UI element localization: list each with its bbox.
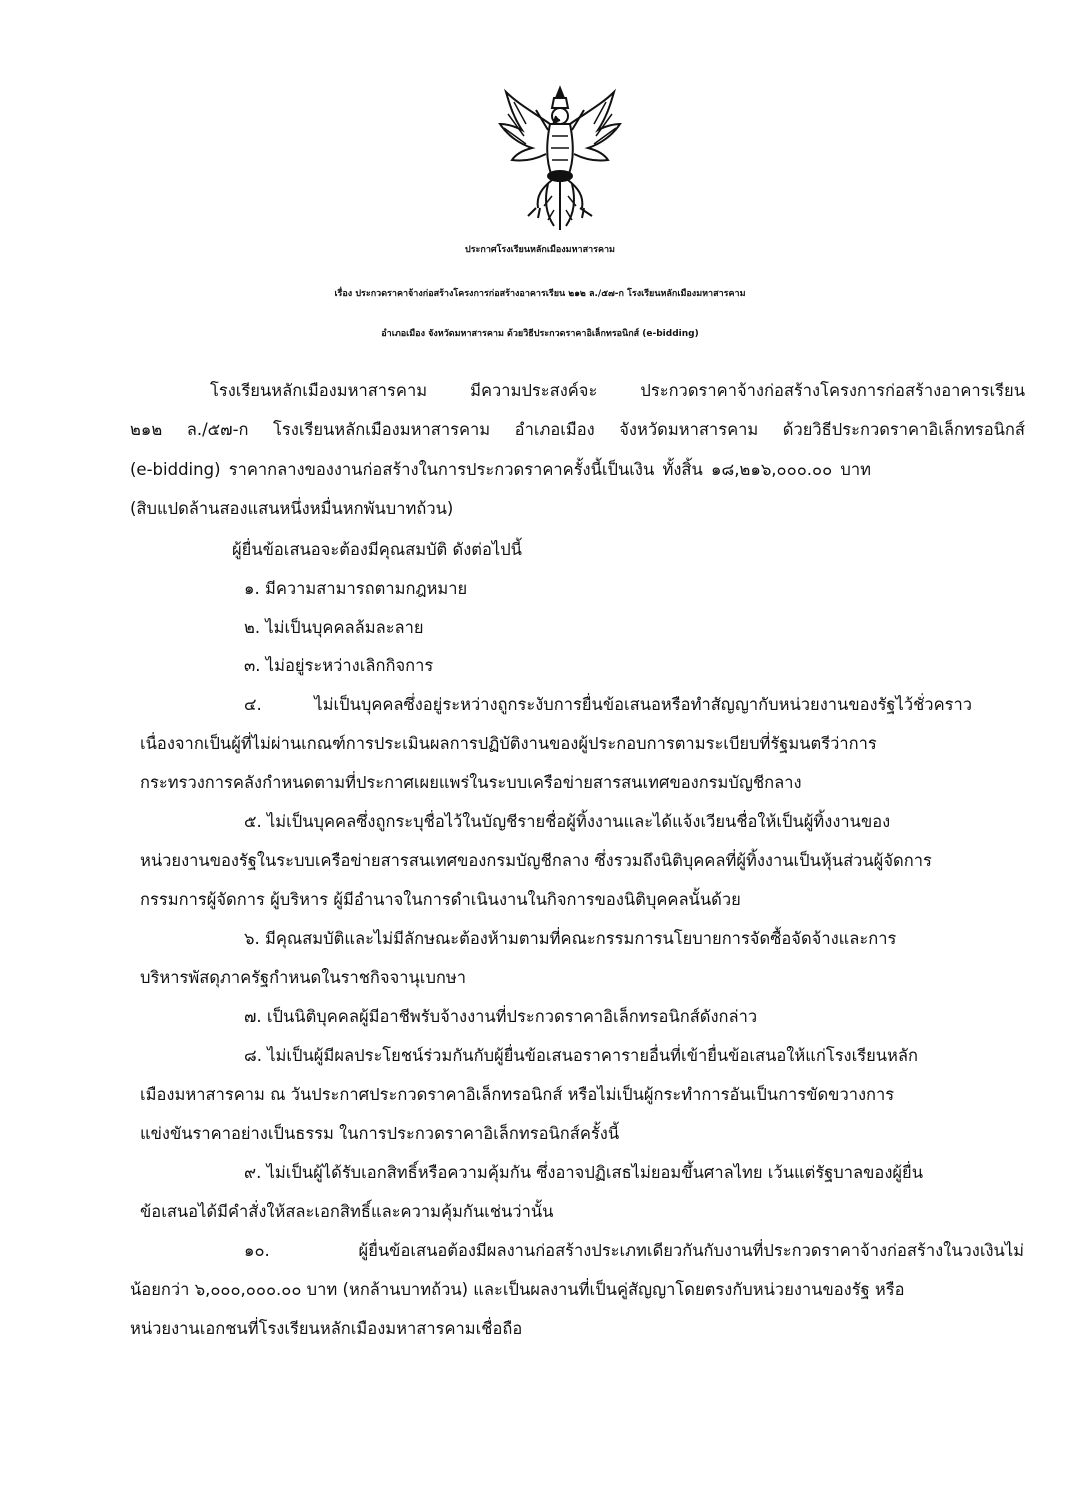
page-title: ประกาศโรงเรียนหลักเมืองมหาสารคาม bbox=[464, 245, 615, 255]
subject-line-1: เรื่อง ประกวดราคาจ้างก่อสร้างโครงการก่อสร้างอาคารเรียน ๒๑๒ ล./๕๗-ก โรงเรียนหลักเมืองมหาสารคาม bbox=[334, 289, 746, 299]
item-4-line-2: เนื่องจากเป็นผู้ที่ไม่ผ่านเกณฑ์การประเมินผลการปฏิบัติงานของผู้ประกอบการตามระเบียบที่รัฐมนตรีว่าการ bbox=[140, 734, 877, 753]
item-10-line-1: ๑๐. ผู้ยื่นข้อเสนอต้องมีผลงานก่อสร้างประเภทเดียวกันกับงานที่ประกวดราคาจ้างก่อสร้างในวงเงินไม่ bbox=[244, 1241, 1024, 1260]
item-5-line-1: ๕. ไม่เป็นบุคคลซึ่งถูกระบุชื่อไว้ในบัญชีรายชื่อผู้ทิ้งงานและได้แจ้งเวียนชื่อให้เป็นผู้ทิ้งงานของ bbox=[244, 812, 891, 831]
garuda-emblem bbox=[496, 84, 624, 234]
item-8-line-3: แข่งขันราคาอย่างเป็นธรรม ในการประกวดราคาอิเล็กทรอนิกส์ครั้งนี้ bbox=[140, 1124, 620, 1143]
item-8-line-2: เมืองมหาสารคาม ณ วันประกาศประกวดราคาอิเล็กทรอนิกส์ หรือไม่เป็นผู้กระทำการอันเป็นการขัดขวางการ bbox=[140, 1085, 895, 1104]
item-6-line-1: ๖. มีคุณสมบัติและไม่มีลักษณะต้องห้ามตามที่คณะกรรมการนโยบายการจัดซื้อจัดจ้างและการ bbox=[244, 929, 897, 948]
item-9-line-2: ข้อเสนอได้มีคำสั่งให้สละเอกสิทธิ์และความคุ้มกันเช่นว่านั้น bbox=[140, 1202, 554, 1221]
item-3: ๓. ไม่อยู่ระหว่างเลิกกิจการ bbox=[244, 656, 434, 675]
subject-line-2: อำเภอเมือง จังหวัดมหาสารคาม ด้วยวิธีประกวดราคาอิเล็กทรอนิกส์ (e-bidding) bbox=[381, 329, 699, 339]
item-10-line-2: น้อยกว่า ๖,๐๐๐,๐๐๐.๐๐ บาท (หกล้านบาทถ้วน) และเป็นผลงานที่เป็นคู่สัญญาโดยตรงกับหน่วยงานของรัฐ หรือ bbox=[130, 1280, 905, 1299]
intro-line-4: (สิบแปดล้านสองแสนหนึ่งหมื่นหกพันบาทถ้วน) bbox=[130, 499, 454, 518]
item-9-line-1: ๙. ไม่เป็นผู้ได้รับเอกสิทธิ์หรือความคุ้มกัน ซึ่งอาจปฏิเสธไม่ยอมขึ้นศาลไทย เว้นแต่รัฐบาลของผู้ยื่น bbox=[244, 1163, 924, 1182]
item-5-line-3: กรรมการผู้จัดการ ผู้บริหาร ผู้มีอำนาจในการดำเนินงานในกิจการของนิติบุคคลนั้นด้วย bbox=[140, 890, 741, 909]
item-7: ๗. เป็นนิติบุคคลผู้มีอาชีพรับจ้างงานที่ประกวดราคาอิเล็กทรอนิกส์ดังกล่าว bbox=[244, 1007, 758, 1026]
qualifications-heading: ผู้ยื่นข้อเสนอจะต้องมีคุณสมบัติ ดังต่อไปนี้ bbox=[232, 540, 522, 559]
item-4-line-3: กระทรวงการคลังกำหนดตามที่ประกาศเผยแพร่ในระบบเครือข่ายสารสนเทศของกรมบัญชีกลาง bbox=[140, 773, 802, 792]
item-2: ๒. ไม่เป็นบุคคลล้มละลาย bbox=[244, 618, 424, 637]
item-10-line-3: หน่วยงานเอกชนที่โรงเรียนหลักเมืองมหาสารคามเชื่อถือ bbox=[130, 1319, 523, 1338]
item-6-line-2: บริหารพัสดุภาครัฐกำหนดในราชกิจจานุเบกษา bbox=[140, 968, 467, 987]
item-5-line-2: หน่วยงานของรัฐในระบบเครือข่ายสารสนเทศของกรมบัญชีกลาง ซึ่งรวมถึงนิติบุคคลที่ผู้ทิ้งงานเป็นหุ้นส่วนผู้จัดการ bbox=[140, 851, 932, 870]
intro-line-2: ๒๑๒ ล./๕๗-ก โรงเรียนหลักเมืองมหาสารคาม อำเภอเมือง จังหวัดมหาสารคาม ด้วยวิธีประกวดราคาอิเล็กทรอนิกส์ bbox=[130, 420, 1025, 439]
item-4-line-1: ๔. ไม่เป็นบุคคลซึ่งอยู่ระหว่างถูกระงับการยื่นข้อเสนอหรือทำสัญญากับหน่วยงานของรัฐไว้ชั่วคราว bbox=[244, 695, 972, 714]
item-1: ๑. มีความสามารถตามกฎหมาย bbox=[244, 579, 468, 598]
item-8-line-1: ๘. ไม่เป็นผู้มีผลประโยชน์ร่วมกันกับผู้ยื่นข้อเสนอราคารายอื่นที่เข้ายื่นข้อเสนอให้แก่โรงเรียนหลัก bbox=[244, 1046, 919, 1065]
intro-line-1: โรงเรียนหลักเมืองมหาสารคาม มีความประสงค์จะ ประกวดราคาจ้างก่อสร้างโครงการก่อสร้างอาคารเรียน bbox=[210, 381, 1025, 400]
intro-line-3: (e-bidding) ราคากลางของงานก่อสร้างในการประกวดราคาครั้งนี้เป็นเงิน ทั้งสิ้น ๑๘,๒๑๖,๐๐๐.๐๐ บาท bbox=[130, 460, 872, 479]
